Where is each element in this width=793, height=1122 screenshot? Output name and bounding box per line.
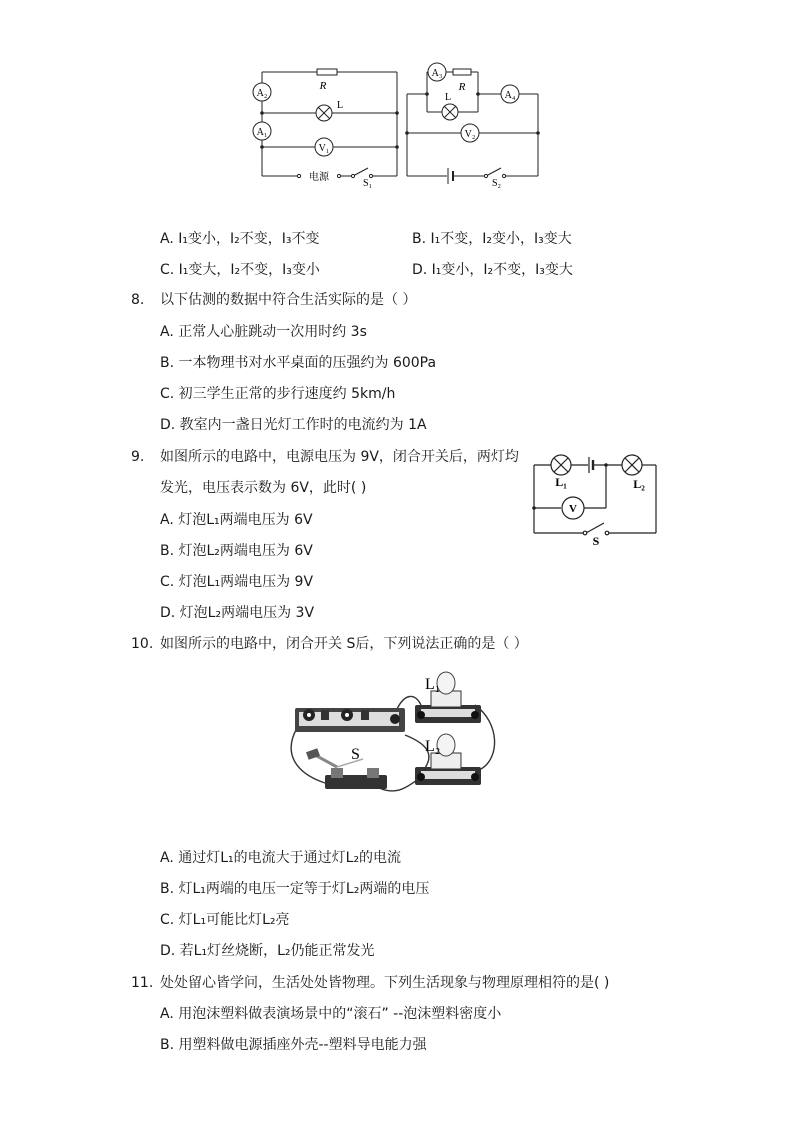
resistor-r-label: R bbox=[319, 80, 327, 92]
q10-option-d: D. 若L₁灯丝烧断，L₂仍能正常发光 bbox=[160, 943, 375, 959]
ammeter-a4-label: A₄ bbox=[504, 90, 516, 101]
q10-option-a: A. 通过灯L₁的电流大于通过灯L₂的电流 bbox=[160, 850, 402, 866]
lamp-l1-label: L₁ bbox=[555, 475, 567, 489]
voltmeter-v2-label: V₂ bbox=[464, 129, 476, 140]
q7-option-a: A. I₁变小，I₂不变，I₃不变 bbox=[160, 231, 320, 247]
lamp-l2-label: L₂ bbox=[633, 477, 645, 491]
q8-number: 8. bbox=[131, 292, 145, 308]
q9-stem-line2: 发光，电压表示数为 6V，此时( ) bbox=[160, 480, 367, 496]
q9-option-b: B. 灯泡L₂两端电压为 6V bbox=[160, 543, 313, 559]
voltmeter-v-label: V bbox=[569, 503, 577, 515]
photo-s-label: S bbox=[351, 746, 360, 763]
lamp-l2-label: L bbox=[445, 92, 452, 103]
q10-circuit-photo bbox=[285, 663, 497, 803]
q9-option-a: A. 灯泡L₁两端电压为 6V bbox=[160, 512, 313, 528]
q8-option-a: A. 正常人心脏跳动一次用时约 3s bbox=[160, 324, 367, 340]
resistor-r2-label: R bbox=[458, 81, 466, 93]
q9-option-d: D. 灯泡L₂两端电压为 3V bbox=[160, 605, 315, 621]
switch-s1-label: S₁ bbox=[363, 178, 373, 188]
q8-option-c: C. 初三学生正常的步行速度约 5km/h bbox=[160, 386, 396, 402]
switch-s2-label: S₂ bbox=[492, 178, 502, 188]
q7-option-d: D. I₁变小，I₂不变，I₃变大 bbox=[412, 262, 573, 278]
lamp-l-label: L bbox=[337, 100, 344, 111]
q10-stem: 如图所示的电路中，闭合开关 S后，下列说法正确的是（ ） bbox=[160, 636, 528, 652]
switch-s-label: S bbox=[592, 534, 600, 548]
voltmeter-v1-label: V₁ bbox=[318, 143, 330, 154]
q9-number: 9. bbox=[131, 449, 145, 465]
q11-option-b: B. 用塑料做电源插座外壳--塑料导电能力强 bbox=[160, 1037, 427, 1053]
q10-option-b: B. 灯L₁两端的电压一定等于灯L₂两端的电压 bbox=[160, 881, 430, 897]
q10-option-c: C. 灯L₁可能比灯L₂亮 bbox=[160, 912, 290, 928]
q9-circuit-figure bbox=[528, 450, 662, 548]
photo-l1-label: L₁ bbox=[425, 676, 441, 693]
q11-stem: 处处留心皆学问，生活处处皆物理。下列生活现象与物理原理相符的是( ) bbox=[160, 975, 610, 991]
q9-stem-line1: 如图所示的电路中，电源电压为 9V，闭合开关后，两灯均 bbox=[160, 449, 519, 465]
power-source-label: 电源 bbox=[309, 172, 329, 183]
q7-circuit-figure-2 bbox=[402, 60, 548, 188]
q7-option-b: B. I₁不变，I₂变小，I₃变大 bbox=[412, 231, 572, 247]
q7-option-c: C. I₁变大，I₂不变，I₃变小 bbox=[160, 262, 320, 278]
q10-number: 10. bbox=[131, 636, 154, 652]
q8-stem: 以下估测的数据中符合生活实际的是（ ） bbox=[160, 292, 417, 308]
q9-option-c: C. 灯泡L₁两端电压为 9V bbox=[160, 574, 314, 590]
q8-option-d: D. 教室内一盏日光灯工作时的电流约为 1A bbox=[160, 417, 427, 433]
ammeter-a3-label: A₃ bbox=[431, 68, 443, 79]
photo-l2-label: L₂ bbox=[425, 738, 441, 755]
q11-option-a: A. 用泡沫塑料做表演场景中的“滚石” --泡沫塑料密度小 bbox=[160, 1006, 502, 1022]
q11-number: 11. bbox=[131, 975, 154, 991]
ammeter-a2-label: A₂ bbox=[256, 88, 268, 99]
ammeter-a1-label: A₁ bbox=[256, 127, 268, 138]
q8-option-b: B. 一本物理书对水平桌面的压强约为 600Pa bbox=[160, 355, 437, 371]
q7-circuit-figure-1 bbox=[245, 62, 405, 188]
